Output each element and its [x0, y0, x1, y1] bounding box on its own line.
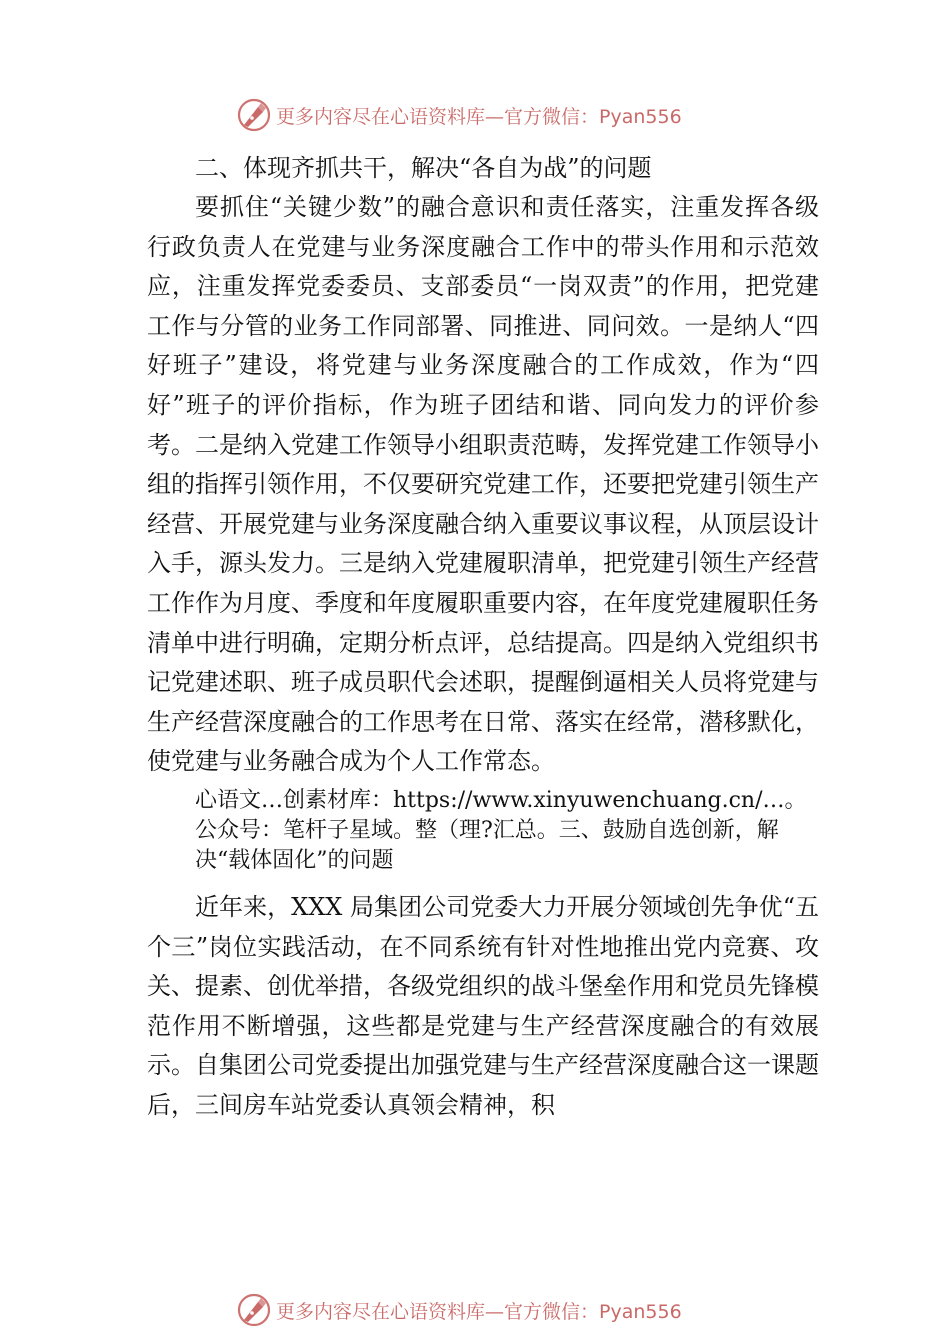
- pen-nib-logo-icon: [236, 1292, 272, 1328]
- section-heading: 二、体现齐抓共干，解决“各自为战”的问题: [195, 154, 652, 182]
- source-note: 心语文…创素材库：https://www.xinyuwenchuang.cn/…。公众号：笔杆子星域。整（理?汇总。三、鼓励自选创新，解决“载体固化”的问题: [195, 787, 807, 873]
- body-paragraph: 要抓住“关键少数”的融合意识和责任落实，注重发挥各级行政负责人在党建与业务深度融合工作中的带头作用和示范效应，注重发挥党委委员、支部委员“一岗双责”的作用，把党建工作与分管的业务工作同部署、同推进、同问效。一是纳人“四好班子”建设，将党建与业务深度融合的工作成效，作为“四好”班子的评价指标，作为班子团结和谐、同向发力的评价参考。二是纳入党建工作领导小组职责范畴，发挥党建工作领导小组的指挥引领作用，不仅要研究党建工作，还要把党建引领生产经营、开展党建与业务深度融合纳入重要议事议程，从顶层设计入手，源头发力。三是纳入党建履职清单，把党建引领生产经营工作作为月度、季度和年度履职重要内容，在年度党建履职任务清单中进行明确，定期分析点评，总结提高。四是纳入党组织书记党建述职、班子成员职代会述职，提醒倒逼相关人员将党建与生产经营深度融合的工作思考在日常、落实在经常，潜移默化， 使党建与业务融合成为个人工作常态。: [147, 193, 819, 776]
- header-watermark-banner: [236, 95, 756, 135]
- document-body: [147, 148, 819, 1125]
- footer-watermark-banner: [236, 1290, 756, 1330]
- body-paragraph: 近年来，XXX 局集团公司党委大力开展分领域创先争优“五个三”岗位实践活动，在不同系统有针对性地推出党内竞赛、攻关、提素、创优举措，各级党组织的战斗堡垒作用和党员先锋模范作用不断增强，这些都是党建与生产经营深度融合的有效展示。自集团公司党委提出加强党建与生产经营深度融合这一课题后，三间房车站党委认真领会精神，积: [147, 892, 819, 1119]
- pen-nib-logo-icon: [236, 97, 272, 133]
- banner-text: 更多内容尽在心语资料库—官方微信：Pyan556: [276, 1300, 682, 1323]
- banner-text: 更多内容尽在心语资料库—官方微信：Pyan556: [276, 105, 682, 128]
